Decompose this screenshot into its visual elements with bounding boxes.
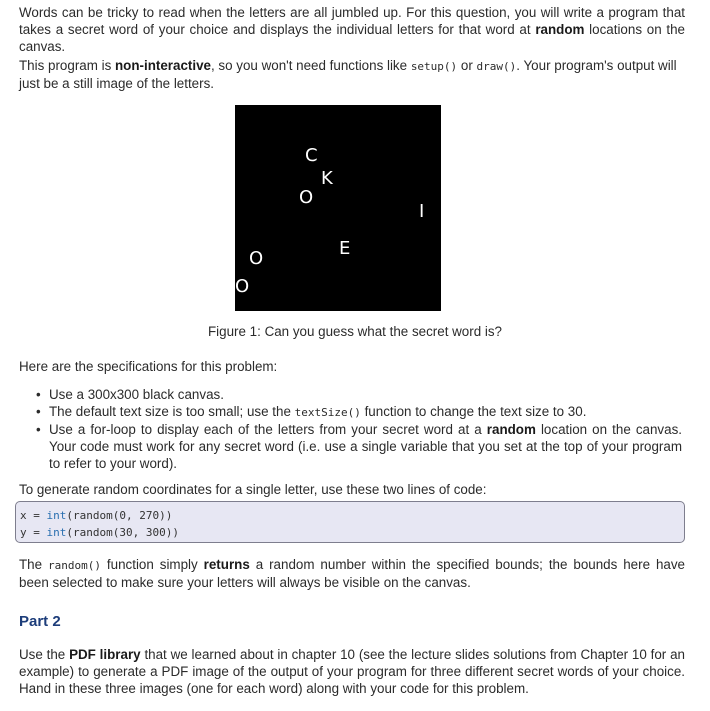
figure-canvas [235, 105, 441, 311]
paragraph-text: The [19, 557, 49, 572]
spec-text: Use a 300x300 black canvas. [49, 387, 224, 402]
bullet-icon: • [36, 404, 41, 419]
spec-text: location on the canvas. Your code must work for any secret word (i.e. use a single variable that you set at the top of your program to refer to your word). [49, 422, 682, 471]
canvas-letter: E [339, 238, 351, 259]
paragraph-text: Use the [19, 647, 70, 662]
code-line-x [20, 507, 172, 524]
specs-heading: Here are the specifications for this problem: [19, 359, 278, 374]
canvas-letter: O [299, 187, 314, 208]
code-keyword: int [46, 526, 67, 539]
code-text: x = [20, 509, 47, 522]
code-keyword: int [46, 509, 67, 522]
bold-pdf-library: PDF library [69, 647, 141, 662]
intro-bold-random: random [535, 22, 585, 37]
code-intro: To generate random coordinates for a single letter, use these two lines of code: [19, 482, 487, 497]
part2-paragraph [19, 646, 685, 697]
specs-list [30, 386, 682, 472]
random-explanation [19, 556, 685, 591]
code-random: random() [48, 559, 101, 572]
spec-text: Use a for-loop to display each of the letters from your secret word at a [49, 422, 487, 437]
spec-text: function to change the text size to 30. [360, 404, 587, 419]
spec-text: The default text size is too small; use the [49, 404, 295, 419]
bold-noninteractive: non-interactive [115, 58, 211, 73]
canvas-letter: O [249, 248, 264, 269]
code-line-y [20, 524, 179, 541]
code-textsize: textSize() [294, 406, 361, 419]
code-block [15, 501, 685, 543]
canvas-letter: K [321, 168, 333, 189]
list-item [30, 403, 682, 421]
code-text: y = [20, 526, 47, 539]
code-draw: draw() [476, 60, 517, 73]
code-setup: setup() [410, 60, 458, 73]
paragraph-text: that we learned about in chapter 10 (see the lecture slides solutions from Chapter 10 for an example) to generate a PDF image of the output of your program for three different secret words of your choice. Hand in these three images (one for each word) along with your code for this problem. [19, 647, 685, 696]
paragraph-text: This program is [19, 58, 115, 73]
canvas-letter: O [235, 276, 250, 297]
bullet-icon: • [36, 387, 41, 402]
paragraph-text: a random number within the specified bounds; the bounds here have been selected to make sure your letters will always be visible on the canvas. [19, 557, 685, 590]
bullet-icon: • [36, 422, 41, 437]
code-text: (random(30, 300)) [66, 526, 179, 539]
canvas-letter: C [305, 145, 318, 166]
paragraph-text: function simply [101, 557, 204, 572]
list-item [30, 421, 682, 472]
paragraph-text: or [457, 58, 477, 73]
list-item [30, 386, 682, 403]
figure-caption: Figure 1: Can you guess what the secret word is? [208, 324, 502, 339]
intro-paragraph [19, 4, 685, 55]
paragraph-text: , so you won't need functions like [210, 58, 411, 73]
canvas-letter: I [419, 201, 425, 222]
paragraph-text: . Your program's output will just be a still image of the letters. [19, 58, 677, 91]
code-text: (random(0, 270)) [66, 509, 173, 522]
bold-random: random [486, 422, 536, 437]
intro-text: Words can be tricky to read when the letters are all jumbled up. For this question, you will write a program that takes a secret word of your choice and displays the individual letters for that word at [19, 5, 685, 37]
bold-returns: returns [203, 557, 250, 572]
intro-text-end: locations on the canvas. [19, 22, 685, 54]
part2-heading: Part 2 [19, 613, 61, 630]
noninteractive-paragraph [19, 57, 685, 92]
